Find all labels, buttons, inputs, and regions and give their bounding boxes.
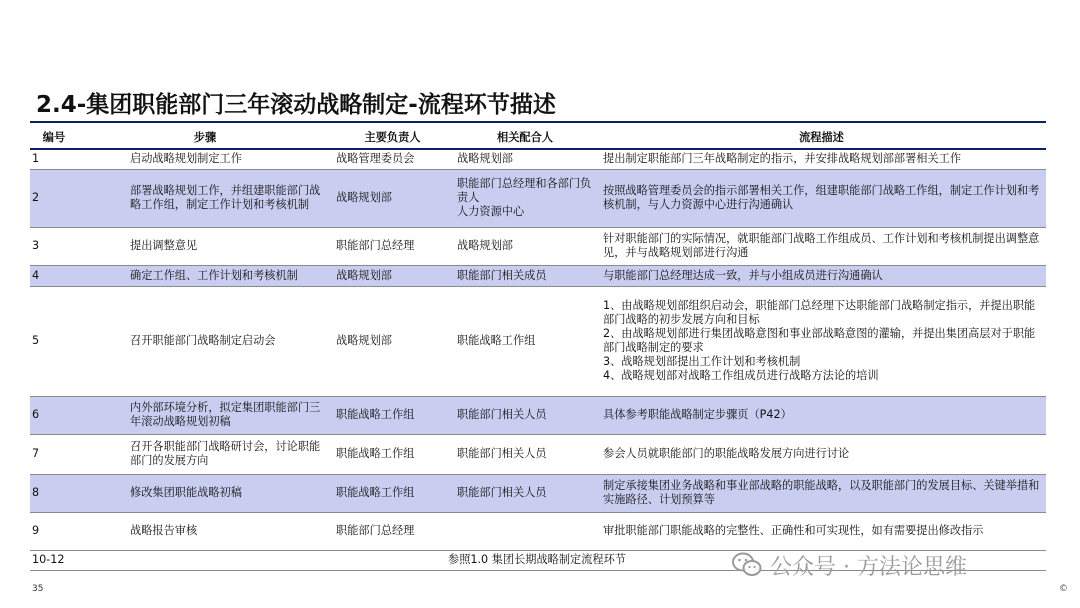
header-no: 编号: [30, 128, 78, 149]
row-coop: 职能部门相关成员: [453, 265, 597, 286]
row-coop: 职能部门相关人员: [453, 396, 597, 434]
table-row: [30, 265, 1046, 286]
row-owner: 职能战略工作组: [332, 434, 453, 474]
row-coop: 职能部门相关人员: [453, 474, 597, 512]
row-owner: 职能战略工作组: [332, 396, 453, 434]
row-step: 修改集团职能战略初稿: [78, 474, 332, 512]
row-step: 提出调整意见: [78, 227, 332, 265]
row-coop: 职能部门相关人员: [453, 434, 597, 474]
row-step: 启动战略规划制定工作: [78, 149, 332, 169]
row-step: 战略报告审核: [78, 512, 332, 550]
row-owner: 职能部门总经理: [332, 512, 453, 550]
table-row: [30, 169, 1046, 227]
row-owner: 战略规划部: [332, 286, 453, 396]
row-desc: 与职能部门总经理达成一致，并与小组成员进行沟通确认: [597, 265, 1046, 286]
row-owner: 职能战略工作组: [332, 474, 453, 512]
table-row: [30, 434, 1046, 474]
header-coop: 相关配合人: [453, 128, 597, 149]
title-divider: [30, 121, 1046, 123]
process-table: [30, 128, 1046, 571]
table-row: [30, 227, 1046, 265]
row-coop: [453, 512, 597, 550]
page-title: 2.4-集团职能部门三年滚动战略制定-流程环节描述: [36, 92, 556, 118]
row-desc: 提出制定职能部门三年战略制定的指示，并安排战略规划部部署相关工作: [597, 149, 1046, 169]
row-no: 8: [30, 474, 78, 512]
table-row: [30, 474, 1046, 512]
row-coop: 职能战略工作组: [453, 286, 597, 396]
row-desc: 1、由战略规划部组织启动会，职能部门总经理下达职能部门战略制定指示，并提出职能部门战略的初步发展方向和目标 2、由战略规划部进行集团战略意图和事业部战略意图的灌输，并提出集团高层对于职能部门战略制定的要求 3、战略规划部提出工作计划和考核机制 4、战略规划部对战略工作组成员进行战略方法论的培训: [597, 286, 1046, 396]
row-desc: 制定承接集团业务战略和事业部战略的职能战略，以及职能部门的发展目标、关键举措和实施路径、计划预算等: [597, 474, 1046, 512]
row-no: 2: [30, 169, 78, 227]
row-no: 5: [30, 286, 78, 396]
row-no: 3: [30, 227, 78, 265]
row-desc: 审批职能部门职能战略的完整性、正确性和可实现性，如有需要提出修改指示: [597, 512, 1046, 550]
row-no: 9: [30, 512, 78, 550]
row-desc: 按照战略管理委员会的指示部署相关工作，组建职能部门战略工作组，制定工作计划和考核机制，与人力资源中心进行沟通确认: [597, 169, 1046, 227]
row-desc: 具体参考职能战略制定步骤页（P42）: [597, 396, 1046, 434]
table-row: [30, 286, 1046, 396]
row-step: 召开各职能部门战略研讨会，讨论职能部门的发展方向: [78, 434, 332, 474]
row-step: 部署战略规划工作，并组建职能部门战略工作组，制定工作计划和考核机制: [78, 169, 332, 227]
row-no: 4: [30, 265, 78, 286]
watermark: [732, 548, 967, 582]
header-desc: 流程描述: [597, 128, 1046, 149]
row-coop: 战略规划部: [453, 227, 597, 265]
row-no: 1: [30, 149, 78, 169]
watermark-text: 公众号 · 方法论思维: [770, 554, 967, 580]
row-no: 10-12: [30, 550, 78, 570]
table-row: [30, 149, 1046, 169]
table-row: [30, 396, 1046, 434]
row-desc: 针对职能部门的实际情况，就职能部门战略工作组成员、工作计划和考核机制提出调整意见，并与战略规划部进行沟通: [597, 227, 1046, 265]
table-row: [30, 512, 1046, 550]
row-owner: 战略规划部: [332, 265, 453, 286]
table-header-row: [30, 128, 1046, 149]
row-step: 内外部环境分析，拟定集团职能部门三年滚动战略规划初稿: [78, 396, 332, 434]
header-owner: 主要负责人: [332, 128, 453, 149]
row-coop: 战略规划部: [453, 149, 597, 169]
row-coop: 职能部门总经理和各部门负责人 人力资源中心: [453, 169, 597, 227]
copyright-mark: ©: [1059, 584, 1068, 594]
row-step: 召开职能部门战略制定启动会: [78, 286, 332, 396]
row-no: 6: [30, 396, 78, 434]
row-step: 确定工作组、工作计划和考核机制: [78, 265, 332, 286]
row-desc: 参会人员就职能部门的职能战略发展方向进行讨论: [597, 434, 1046, 474]
header-step: 步骤: [78, 128, 332, 149]
row-note: 参照1.0 集团长期战略制定流程环节: [78, 550, 1046, 570]
row-owner: 战略规划部: [332, 169, 453, 227]
wechat-icon: [732, 552, 762, 578]
row-owner: 战略管理委员会: [332, 149, 453, 169]
row-no: 7: [30, 434, 78, 474]
row-owner: 职能部门总经理: [332, 227, 453, 265]
page-number: 35: [32, 584, 44, 594]
